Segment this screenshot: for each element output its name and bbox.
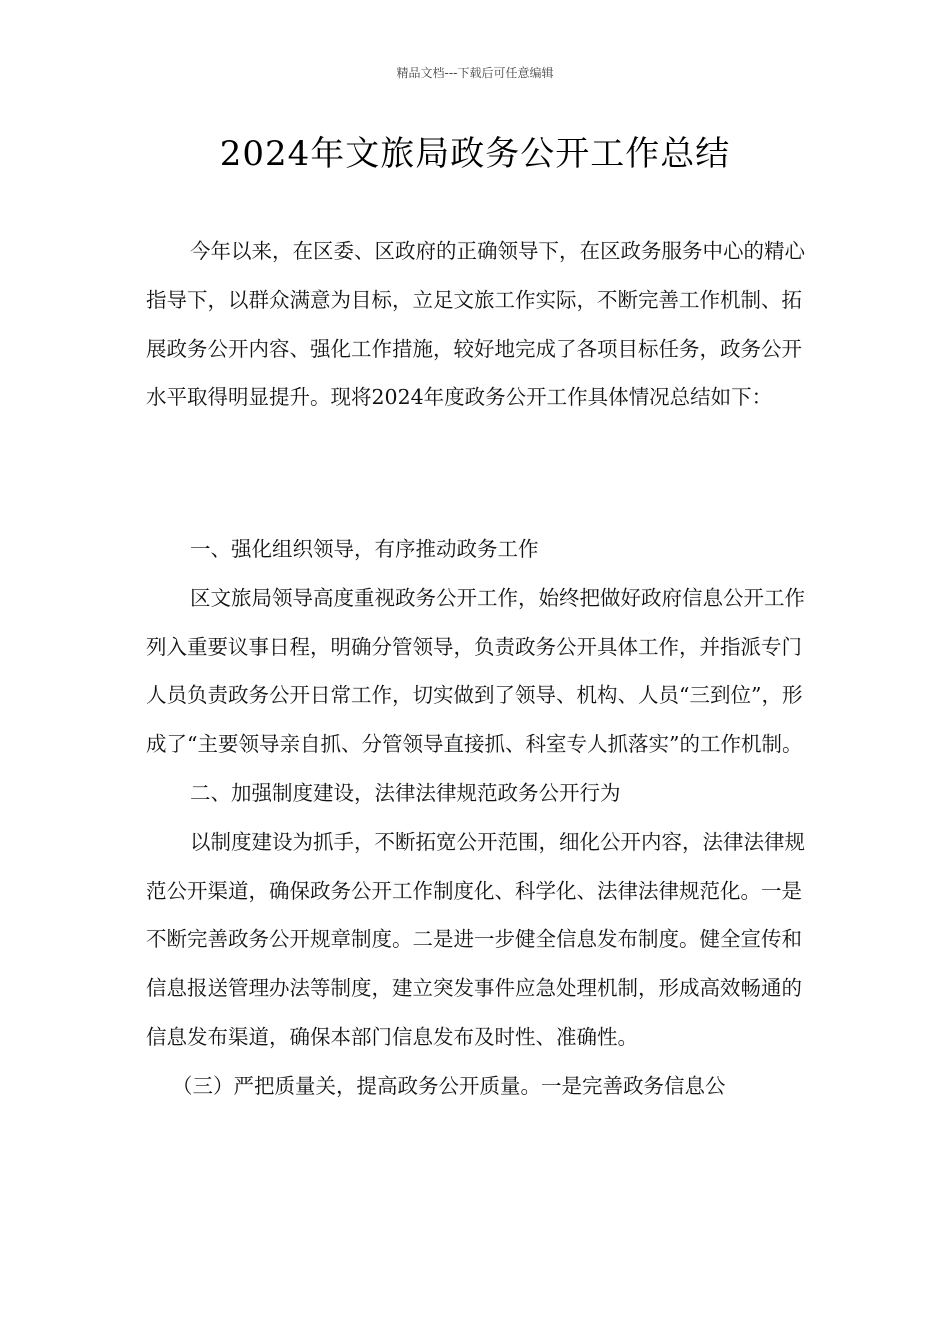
subsection-3-paragraph: （三）严把质量关，提高政务公开质量。一是完善政务信息公 — [172, 1073, 726, 1098]
document-title: 2024年文旅局政务公开工作总结 — [219, 134, 731, 174]
section-1-paragraph: 区文旅局领导高度重视政务公开工作，始终把做好政府信息公开工作列入重要议事日程，明确分管领导，负责政务公开具体工作，并指派专门人员负责政务公开日常工作，切实做到了领导、机构、人员“三到位”，形成了“主要领导亲自抓、分管领导直接抓、科室专人抓落实”的工作机制。 — [146, 585, 805, 757]
page-header: 精品文档---下载后可任意编辑 — [396, 66, 554, 80]
intro-paragraph: 今年以来，在区委、区政府的正确领导下，在区政务服务中心的精心指导下，以群众满意为目标，立足文旅工作实际，不断完善工作机制、拓展政务公开内容、强化工作措施，较好地完成了各项目标任务，政务公开水平取得明显提升。现将2024年度政务公开工作具体情况总结如下： — [146, 239, 805, 410]
section-2-paragraph: 以制度建设为抓手，不断拓宽公开范围，细化公开内容，法律法律规范公开渠道，确保政务公开工作制度化、科学化、法律法律规范化。一是不断完善政务公开规章制度。二是进一步健全信息发布制度。健全宣传和信息报送管理办法等制度，建立突发事件应急处理机制，形成高效畅通的信息发布渠道，确保本部门信息发布及时性、准确性。 — [146, 829, 805, 1049]
section-heading-1: 一、强化组织领导，有序推动政务工作 — [190, 537, 539, 561]
main-section — [146, 525, 812, 1111]
intro-section — [146, 227, 812, 422]
section-heading-2: 二、加强制度建设，法律法律规范政务公开行为 — [190, 780, 621, 805]
